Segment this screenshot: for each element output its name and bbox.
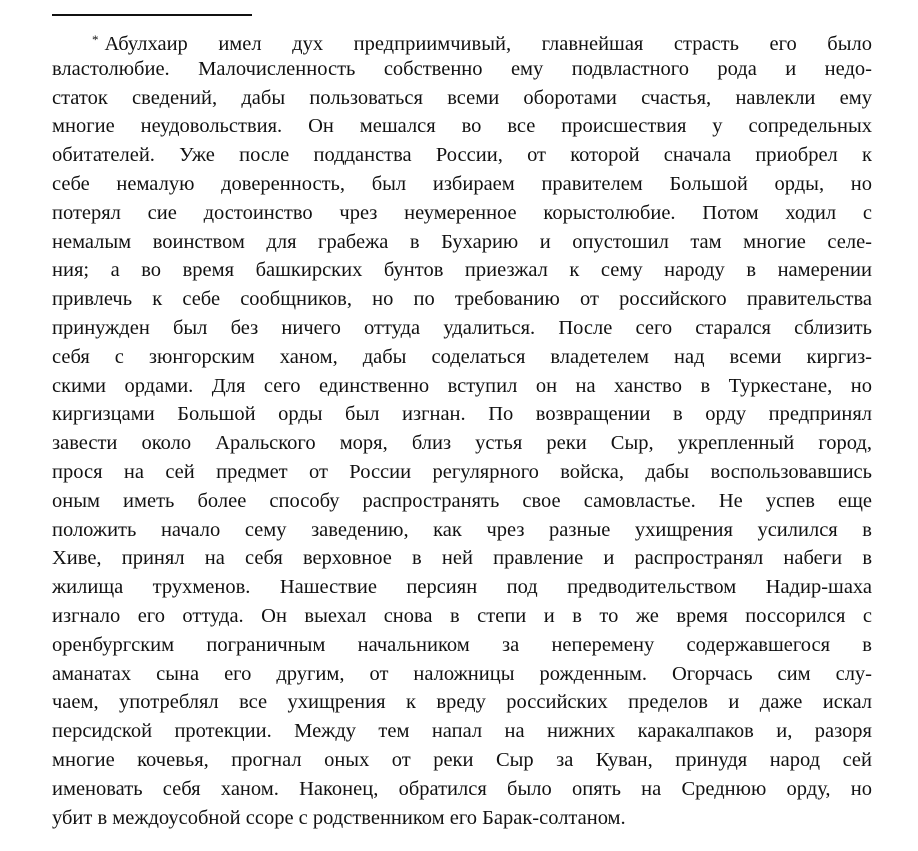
footnote-line: аманатах сына его другим, от наложницы рожденным. Огорчась сим слу- [52,662,872,685]
footnote-line: изгнало его оттуда. Он выехал снова в степи и в то же время поссорился с [52,604,872,627]
footnote-marker: * [92,32,99,47]
footnote-line: * Абулхаир имел дух предприимчивый, главнейшая страсть его было [92,32,872,55]
footnote-line: ния; а во время башкирских бунтов приезжал к сему народу в намерении [52,259,872,282]
footnote-line: многие кочевья, прогнал оных от реки Сыр за Куван, принудя народ сей [52,748,872,771]
footnote-line: прося на сей предмет от России регулярного войска, дабы воспользовавшись [52,460,872,483]
footnote-line: скими ордами. Для сего единственно вступил он на ханство в Туркестане, но [52,374,872,397]
footnote-line: статок сведений, дабы пользоваться всеми оборотами счастья, навлекли ему [52,86,872,109]
footnote-line: Хиве, принял на себя верховное в ней правление и распространял набеги в [52,547,872,570]
footnote-line: киргизцами Большой орды был изгнан. По возвращении в орду предпринял [52,403,872,426]
footnote-text [52,26,872,832]
footnote-line: себе немалую доверенность, был избираем правителем Большой орды, но [52,172,872,195]
footnote-line: немалым воинством для грабежа в Бухарию и опустошил там многие селе- [52,230,872,253]
footnote-line: завести около Аральского моря, близ устья реки Сыр, укрепленный город, [52,432,872,455]
footnote-line: именовать себя ханом. Наконец, обратился было опять на Среднюю орду, но [52,777,872,800]
footnote-line: персидской протекции. Между тем напал на нижних каракалпаков и, разоря [52,720,872,743]
footnote-line: властолюбие. Малочисленность собственно ему подвластного рода и недо- [52,57,872,80]
footnote-line: многие неудовольствия. Он мешался во все происшествия у сопредельных [52,115,872,138]
footnote-line: убит в междоусобной ссоре с родственником его Барак-солтаном. [52,806,626,829]
footnote-line: принужден был без ничего оттуда удалиться. После сего старался сблизить [52,316,872,339]
footnote-line: оным иметь более способу распространять свое самовластье. Не успев еще [52,489,872,512]
footnote-line: обитателей. Уже после подданства России, от которой сначала приобрел к [52,144,872,167]
footnote-line: привлечь к себе сообщников, но по требованию от российского правительства [52,288,872,311]
footnote-line: себя с зюнгорским ханом, дабы соделаться владетелем над всеми киргиз- [52,345,872,368]
footnote-line: жилища трухменов. Нашествие персиян под предводительством Надир-шаха [52,576,872,599]
footnote-separator-rule [52,14,252,16]
footnote-line: положить начало сему заведению, как чрез разные ухищрения усилился в [52,518,872,541]
footnote-line: потерял сие достоинство чрез неумеренное корыстолюбие. Потом ходил с [52,201,872,224]
footnote-line: оренбургским пограничным начальником за неперемену содержавшегося в [52,633,872,656]
footnote-line: чаем, употреблял все ухищрения к вреду российских пределов и даже искал [52,691,872,714]
